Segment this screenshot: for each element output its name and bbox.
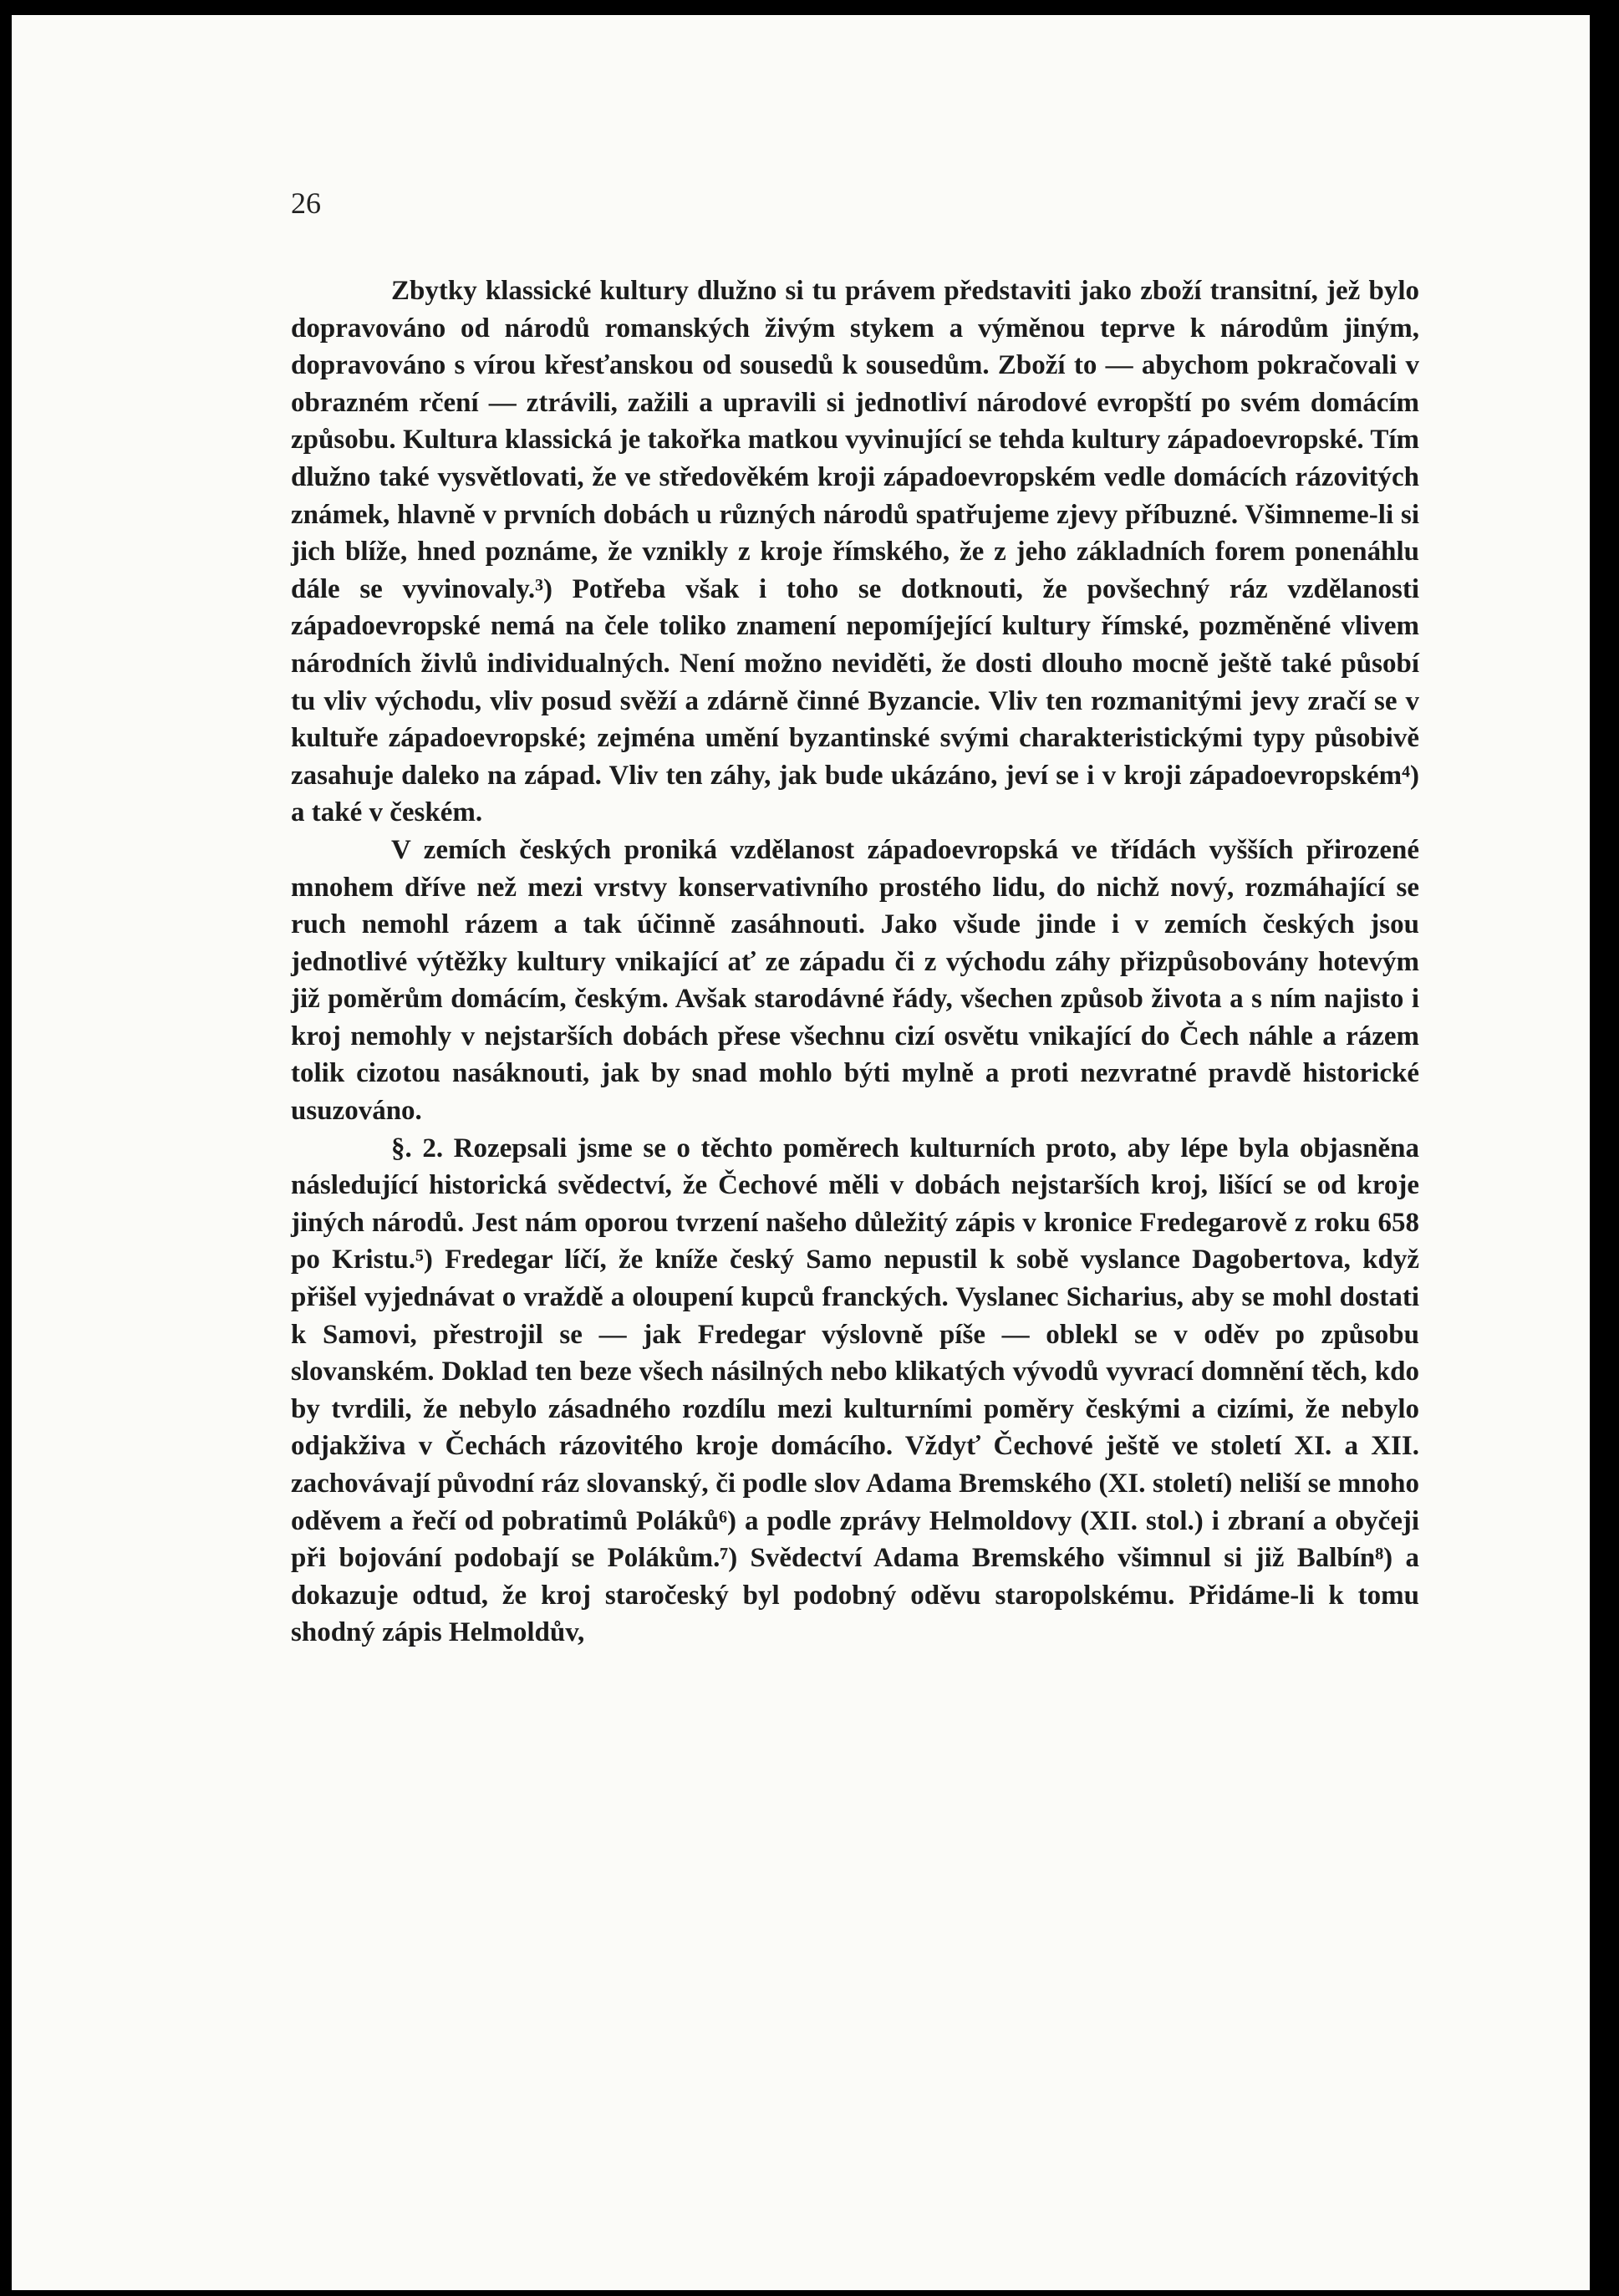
book-page (12, 15, 1590, 2290)
body-text (291, 272, 1419, 1652)
page-number: 26 (291, 186, 321, 220)
paragraph-1: Zbytky klassické kultury dlužno si tu právem představiti jako zboží transitní, jež bylo dopravováno od národů romanských živým stykem a výměnou teprve k národům jiným, dopravováno s vírou křesťanskou od sousedů k sousedům. Zboží to — abychom pokračovali v obrazném rčení — ztrávili, zažili a upravili si jednotliví národové evropští po svém domácím způsobu. Kultura klassická je takořka matkou vyvinující se tehda kultury západoevropské. Tím dlužno také vysvětlovati, že ve středověkém kroji západoevropském vedle domácích rázovitých známek, hlavně v prvních dobách u různých národů spatřujeme zjevy příbuzné. Všimneme-li si jich blíže, hned poznáme, že vznikly z kroje římského, že z jeho základních forem ponenáhlu dále se vyvinovaly.³) Potřeba však i toho se dotknouti, že povšechný ráz vzdělanosti západoevropské nemá na čele toliko znamení nepomíjející kultury římské, pozměněné vlivem národních živlů individualných. Není možno neviděti, že dosti dlouho mocně ještě také působí tu vliv východu, vliv posud svěží a zdárně činné Byzancie. Vliv ten rozmanitými jevy zračí se v kultuře západoevropské; zejména umění byzantinské svými charakteristickými typy působivě zasahuje daleko na západ. Vliv ten záhy, jak bude ukázáno, jeví se i v kroji západoevropském⁴) a také v českém. (291, 276, 1419, 828)
paragraph-2: V zemích českých proniká vzdělanost západoevropská ve třídách vyšších přirozené mnohem dříve než mezi vrstvy konservativního prostého lidu, do nichž nový, rozmáhající se ruch nemohl rázem a tak účinně zasáhnouti. Jako všude jinde i v zemích českých jsou jednotlivé výtěžky kultury vnikající ať ze západu či z východu záhy přizpůsobovány hotevým již poměrům domácím, českým. Avšak starodávné řády, všechen způsob života a s ním najisto i kroj nemohly v nejstarších dobách přese všechnu cizí osvětu vnikající do Čech náhle a rázem tolik cizotou nasáknouti, jak by snad mohlo býti mylně a proti nezvratné pravdě historické usuzováno. (291, 834, 1419, 1127)
paragraph-3: §. 2. Rozepsali jsme se o těchto poměrech kulturních proto, aby lépe byla objasněna následující historická svědectví, že Čechové měli v dobách nejstarších kroj, lišící se od kroje jiných národů. Jest nám oporou tvrzení našeho důležitý zápis v kronice Fredegarově z roku 658 po Kristu.⁵) Fredegar líčí, že kníže český Samo nepustil k sobě vyslance Dagobertova, když přišel vyjednávat o vraždě a oloupení kupců franckých. Vyslanec Sicharius, aby se mohl dostati k Samovi, přestrojil se — jak Fredegar výslovně píše — oblekl se v oděv po způsobu slovanském. Doklad ten beze všech násilných nebo klikatých vývodů vyvrací domnění těch, kdo by tvrdili, že nebylo zásadného rozdílu mezi kulturními poměry českými a cizími, že nebylo odjakživa v Čechách rázovitého kroje domácího. Vždyť Čechové ještě ve století XI. a XII. zachovávají původní ráz slovanský, či podle slov Adama Bremského (XI. století) neliší se mnoho oděvem a řečí od pobratimů Poláků⁶) a podle zprávy Helmoldovy (XII. stol.) i zbraní a obyčeji při bojování podobají se Polákům.⁷) Svědectví Adama Bremského všimnul si již Balbín⁸) a dokazuje odtud, že kroj staročeský byl podobný oděvu staropolskému. Přidáme-li k tomu shodný zápis Helmoldův, (291, 1133, 1419, 1648)
